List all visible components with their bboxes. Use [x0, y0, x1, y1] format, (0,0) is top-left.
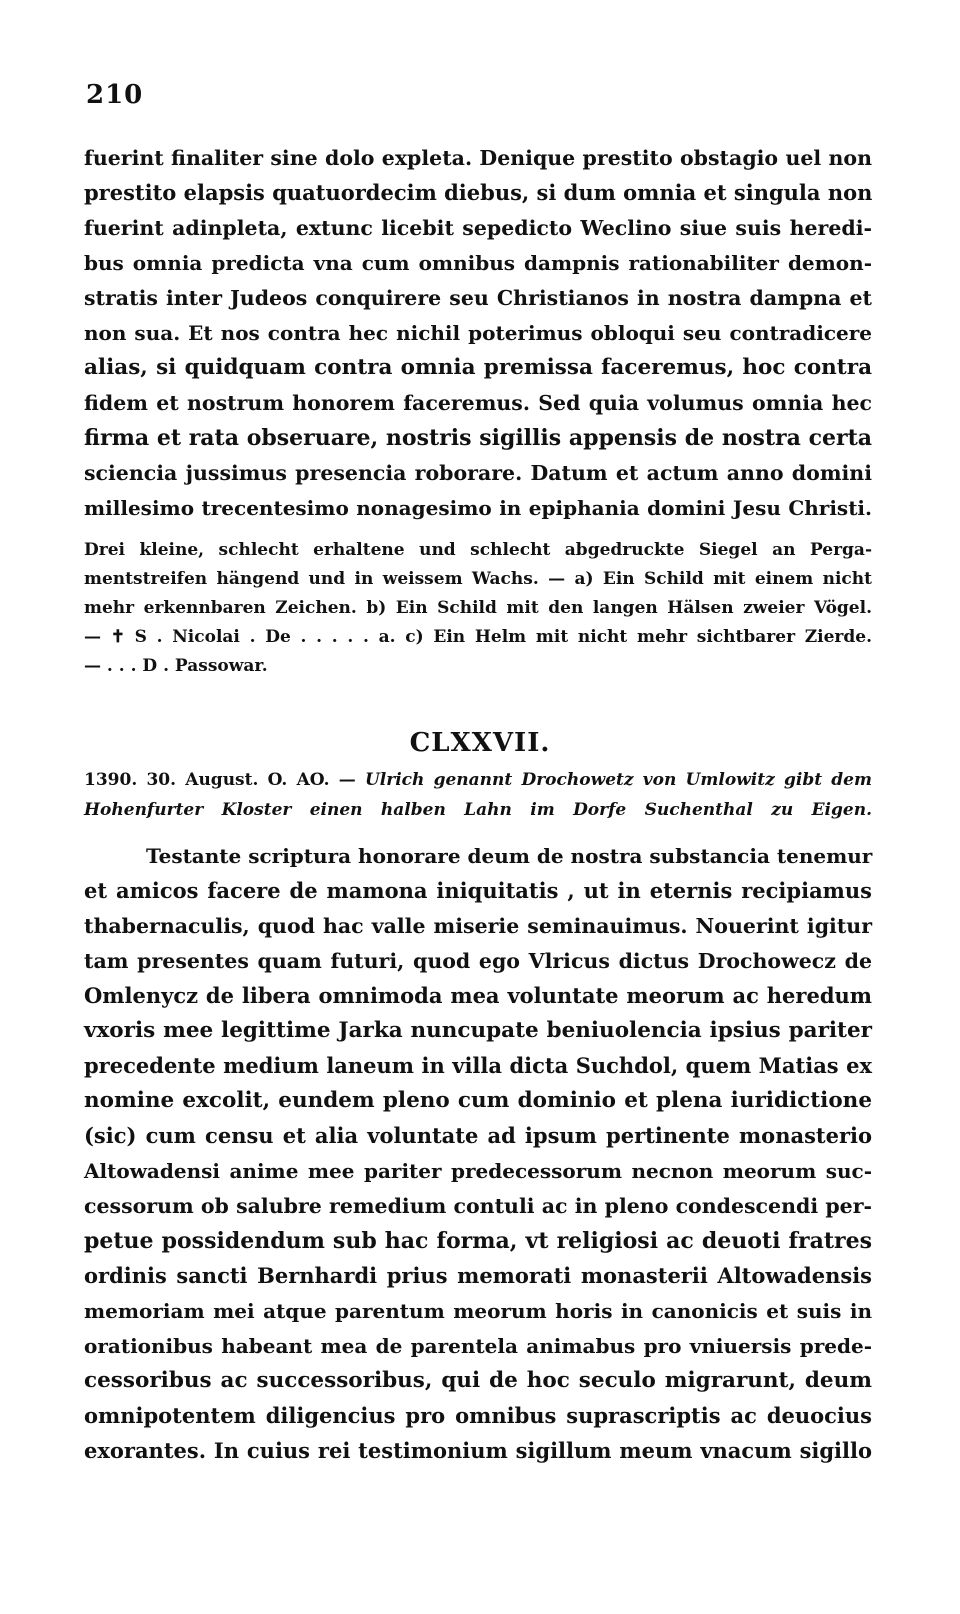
- seal-note-line: mentstreifen hängend und in weissem Wachs. — a) Ein Schild mit einem nicht: [84, 569, 872, 589]
- text-line: Testante scriptura honorare deum de nostra substancia tenemur: [146, 844, 873, 868]
- text-line: orationibus habeant mea de parentela animabus pro vniuersis prede-: [84, 1334, 872, 1358]
- text-line: Altowadensi anime mee pariter predecessorum necnon meorum suc-: [84, 1159, 872, 1183]
- text-line: omnipotentem diligencius pro omnibus suprascriptis ac deuocius: [84, 1403, 872, 1428]
- text-line: alias, si quidquam contra omnia premissa faceremus, hoc contra: [84, 355, 872, 380]
- text-line: Omlenycz de libera omnimoda mea voluntate meorum ac heredum: [84, 983, 872, 1008]
- text-line: precedente medium laneum in villa dicta Suchdol, quem Matias ex: [84, 1053, 872, 1078]
- text-line: millesimo trecentesimo nonagesimo in epiphania domini Jesu Christi.: [84, 496, 872, 520]
- seal-note-line: — . . . D . Passowar.: [84, 656, 268, 676]
- seal-note-line: Drei kleine, schlecht erhaltene und schlecht abgedruckte Siegel an Perga-: [84, 540, 872, 560]
- text-line: sciencia jussimus presencia roborare. Datum et actum anno domini: [84, 461, 872, 485]
- text-line: nomine excolit, eundem pleno cum dominio et plena iuridictione: [84, 1088, 872, 1113]
- text-line: (sic) cum censu et alia voluntate ad ipsum pertinente monasterio: [84, 1123, 872, 1148]
- text-line: cessorum ob salubre remedium contuli ac in pleno condescendi per-: [84, 1194, 872, 1218]
- charter-summary: Ulrich genannt Drochowetz von Umlowitz gibt dem: [364, 770, 872, 790]
- charter-heading-line-2: Hohenfurter Kloster einen halben Lahn im Dorfe Suchenthal zu Eigen.: [84, 800, 872, 820]
- text-line: fuerint adinpleta, extunc licebit sepedicto Weclino siue suis heredi-: [84, 216, 872, 240]
- text-line: exorantes. In cuius rei testimonium sigillum meum vnacum sigillo: [84, 1438, 872, 1463]
- text-line: et amicos facere de mamona iniquitatis , ut in eternis recipiamus: [84, 878, 872, 903]
- page-number: 210: [86, 80, 144, 110]
- text-line: ordinis sancti Bernhardi prius memorati monasterii Altowadensis: [84, 1263, 872, 1288]
- charter-heading-line-1: [84, 765, 872, 795]
- text-line: vxoris mee legittime Jarka nuncupate beniuolencia ipsius pariter: [84, 1018, 872, 1043]
- charter-date: 1390. 30. August. O. AO. —: [84, 770, 356, 790]
- seal-note-line: — ✝ S . Nicolai . De . . . . . a. c) Ein Helm mit nicht mehr sichtbarer Zierde.: [84, 627, 872, 647]
- text-line: firma et rata obseruare, nostris sigillis appensis de nostra certa: [84, 425, 872, 451]
- text-line: cessoribus ac successoribus, qui de hoc seculo migrarunt, deum: [84, 1368, 872, 1393]
- text-line: petue possidendum sub hac forma, vt religiosi ac deuoti fratres: [84, 1228, 872, 1254]
- text-line: bus omnia predicta vna cum omnibus dampnis rationabiliter demon-: [84, 251, 872, 275]
- text-line: prestito elapsis quatuordecim diebus, si dum omnia et singula non: [84, 180, 873, 205]
- text-line: fuerint finaliter sine dolo expleta. Denique prestito obstagio uel non: [84, 146, 872, 170]
- text-line: thabernaculis, quod hac valle miserie seminauimus. Nouerint igitur: [84, 914, 872, 938]
- charter-number: CLXXVII.: [409, 728, 551, 758]
- text-line: stratis inter Judeos conquirere seu Christianos in nostra dampna et: [84, 286, 872, 310]
- text-line: tam presentes quam futuri, quod ego Vlricus dictus Drochowecz de: [84, 949, 872, 973]
- text-line: memoriam mei atque parentum meorum horis in canonicis et suis in: [84, 1299, 872, 1323]
- text-line: non sua. Et nos contra hec nichil poterimus obloqui seu contradicere: [84, 321, 872, 345]
- seal-note-line: mehr erkennbaren Zeichen. b) Ein Schild mit den langen Hälsen zweier Vögel.: [84, 598, 872, 618]
- text-line: fidem et nostrum honorem faceremus. Sed quia volumus omnia hec: [84, 391, 872, 415]
